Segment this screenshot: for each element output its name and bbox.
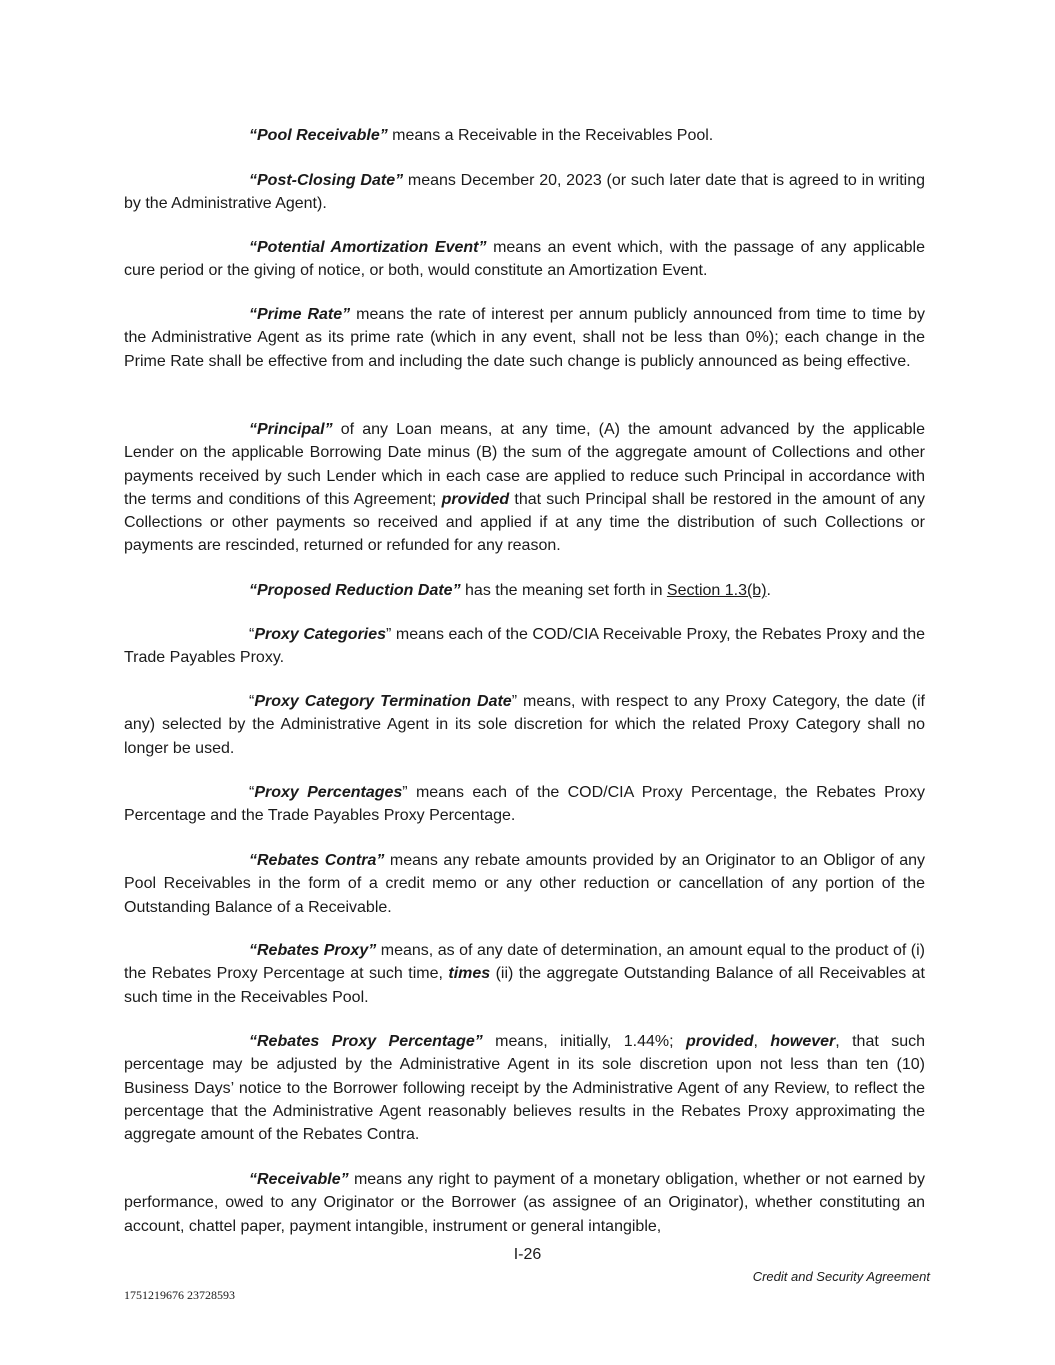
definition-proxy-percentages <box>124 781 925 828</box>
definition-rebates-contra <box>124 849 925 919</box>
definition-prime-rate <box>124 303 925 373</box>
definition-receivable <box>124 1168 925 1238</box>
definition-text: means, with respect to any Proxy Category, the date (if any) selected by the Administrative Agent in its sole discretion for which the related Proxy Category shall no longer be used. <box>124 693 925 757</box>
defined-term: “Pool Receivable” <box>249 127 388 144</box>
emphasis-provided: provided <box>441 490 510 508</box>
defined-term: “Potential Amortization Event” <box>249 239 487 256</box>
definition-text: that such Principal shall be restored in the amount of any Collections or other payments so received and applied if at any time the distribution of such Collections or payments are rescinded, returned or refunded for any reason. <box>124 490 926 555</box>
definition-text: means a Receivable in the Receivables Pool. <box>387 127 714 144</box>
close-quote: ” <box>402 784 408 801</box>
emphasis-however: however <box>770 1033 836 1050</box>
definition-text: , that such percentage may be adjusted by the Administrative Agent in its sole discretion upon not less than ten (10) Business Days’ notice to the Borrower following receipt by the Administrative Agent of any Review, to reflect the percentage that the Administrative Agent reasonably believes results in the Rebates Proxy approximating the aggregate amount of the Rebates Contra. <box>124 1033 925 1144</box>
definition-text: means the rate of interest per annum publicly announced from time to time by the Administrative Agent as its prime rate (which in any event, shall not be less than 0%); each change in the Prime Rate shall be effective from and including the date such change is publicly announced as being effective. <box>124 306 926 370</box>
defined-term: “Post-Closing Date” <box>249 172 404 189</box>
defined-term: Proxy Categories <box>254 626 387 643</box>
open-quote: “ <box>249 784 255 801</box>
defined-term: “Rebates Proxy Percentage” <box>249 1033 483 1050</box>
definition-proxy-categories <box>124 623 925 670</box>
footer-document-id: 1751219676 23728593 <box>124 1288 235 1302</box>
definition-text: means each of the COD/CIA Proxy Percentage, the Rebates Proxy Percentage and the Trade Payables Proxy Percentage. <box>124 784 925 825</box>
definition-text: means December 20, 2023 (or such later date that is agreed to in writing by the Administrative Agent). <box>124 172 926 213</box>
definition-post-closing-date <box>124 169 925 216</box>
definition-text: (ii) the aggregate Outstanding Balance of all Receivables at such time in the Receivables Pool. <box>124 965 926 1006</box>
separator: , <box>753 1033 771 1050</box>
definition-rebates-proxy-percentage <box>124 1030 925 1146</box>
definition-text: of any Loan means, at any time, (A) the amount advanced by the applicable Lender on the applicable Borrowing Date minus (B) the sum of the aggregate amount of Collections and other payments received by such Lender which in each case are applied to reduce such Principal in accordance with the terms and conditions of this Agreement; <box>124 421 925 508</box>
definition-rebates-proxy <box>124 939 925 1009</box>
definition-text: . <box>766 582 771 599</box>
definition-text: means each of the COD/CIA Receivable Proxy, the Rebates Proxy and the Trade Payables Proxy. <box>124 626 926 667</box>
definition-principal <box>124 418 925 558</box>
open-quote: “ <box>249 626 255 643</box>
footer-document-title: Credit and Security Agreement <box>752 1269 930 1284</box>
defined-term: “Rebates Contra” <box>249 852 385 869</box>
open-quote: “ <box>249 693 255 710</box>
definition-text: means any right to payment of a monetary obligation, whether or not earned by performance, owed to any Originator or the Borrower (as assignee of an Originator), whether constituting an account, chattel paper, payment intangible, instrument or general intangible, <box>124 1171 925 1235</box>
emphasis-times: times <box>448 965 491 983</box>
section-reference-link[interactable]: Section 1.3(b) <box>666 582 767 599</box>
page-number: I-26 <box>513 1246 542 1263</box>
defined-term: “Principal” <box>249 421 333 438</box>
definition-text: has the meaning set forth in <box>460 582 667 599</box>
definition-text: means an event which, with the passage of any applicable cure period or the giving of notice, or both, would constitute an Amortization Event. <box>124 239 925 280</box>
defined-term: “Prime Rate” <box>249 306 351 323</box>
definition-pool-receivable <box>124 124 925 147</box>
definition-proposed-reduction-date <box>124 579 925 602</box>
defined-term: “Proposed Reduction Date” <box>249 582 461 599</box>
definition-text: means, initially, 1.44%; <box>482 1033 686 1050</box>
definition-text: means any rebate amounts provided by an Originator to an Obligor of any Pool Receivables in the form of a credit memo or any other reduction or cancellation of any portion of the Outstanding Balance of a Receivable. <box>124 852 925 916</box>
defined-term: “Rebates Proxy” <box>249 942 377 959</box>
defined-term: Proxy Category Termination Date <box>254 693 512 710</box>
close-quote: ” <box>511 693 518 710</box>
defined-term: “Receivable” <box>249 1171 349 1188</box>
definition-text: means, as of any date of determination, an amount equal to the product of (i) the Rebates Proxy Percentage at such time, <box>124 942 925 983</box>
emphasis-provided: provided <box>685 1033 754 1050</box>
definition-potential-amortization-event <box>124 236 925 283</box>
definition-proxy-category-termination-date <box>124 690 925 760</box>
defined-term: Proxy Percentages <box>254 784 403 801</box>
close-quote: ” <box>386 626 392 643</box>
